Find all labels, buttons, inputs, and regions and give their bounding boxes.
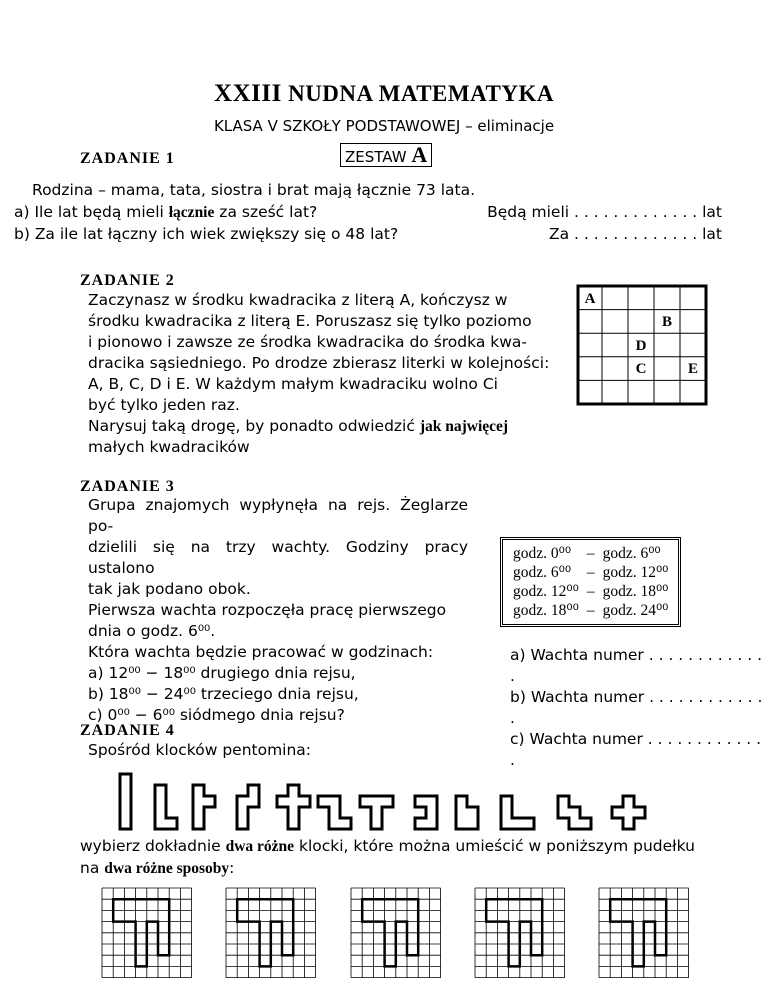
- watch-schedule-table: [500, 537, 681, 627]
- z2-text: Zaczynasz w środku kwadracika z literą A, kończysz w środku kwadracika z literą E. Poruszasz się tylko poziomo i pionowo i zawsze ze środka kwadracika do środka kwa- dracika sąsiedniego. Po drodze zbierasz literki w kolejności: A, B, C, D i E. W każdym małym kwadraciku wolno Ci być tylko jeden raz. Narysuj taką drogę, by ponadto odwiedzić jak najwięcej małych kwadracików: [88, 291, 550, 456]
- pentomino-z: [318, 796, 351, 829]
- z1-intro: Rodzina – mama, tata, siostra i brat mają łącznie 73 lata.: [32, 181, 476, 199]
- z3-answers: a) Wachta numer . . . . . . . . . . . . . b) Wachta numer . . . . . . . . . . . . . c) Wachta numer . . . . . . . . . . . . .: [510, 646, 763, 769]
- page-title: XXIII NUDNA MATEMATYKA: [214, 80, 554, 107]
- pentomino-y: [193, 785, 215, 829]
- z1-question-b: b) Za ile lat łączny ich wiek zwiększy się o 48 lat?: [14, 225, 399, 243]
- pentomino-pieces: [118, 772, 658, 832]
- table-row: godz. 6⁰⁰ – godz. 12⁰⁰: [513, 563, 669, 581]
- zadanie-2-heading: ZADANIE 2: [80, 272, 175, 289]
- table-row: godz. 18⁰⁰ – godz. 24⁰⁰: [513, 601, 669, 619]
- z3-text: Grupa znajomych wypłynęła na rejs. Żeglarze po- dzielili się na trzy wachty. Godziny pracy ustalono tak jak podano obok. Pierwsza wachta rozpoczęła pracę pierwszego dnia o godz. 6⁰⁰. Która wachta będzie pracować w godzinach: a) 12⁰⁰ − 18⁰⁰ drugiego dnia rejsu, b) 18⁰⁰ − 24⁰⁰ trzeciego dnia rejsu, c) 0⁰⁰ − 6⁰⁰ siódmego dnia rejsu?: [88, 496, 468, 724]
- pentomino-f: [277, 785, 310, 829]
- pentomino-i: [120, 774, 131, 829]
- pentomino-t: [360, 796, 393, 829]
- z4-instruction-2: na dwa różne sposoby:: [80, 859, 235, 877]
- pentomino-box: [474, 887, 566, 979]
- pentomino-n: [237, 785, 259, 829]
- grid-letter-b: B: [661, 314, 673, 330]
- zadanie-4-heading: ZADANIE 4: [80, 722, 175, 739]
- z1-question-a: a) Ile lat będą mieli łącznie za sześć lat?: [14, 203, 318, 221]
- z4-instruction-1: wybierz dokładnie dwa różne klocki, które można umieścić w poniższym pudełku: [80, 837, 695, 855]
- pentomino-box: [598, 887, 690, 979]
- pentomino-v: [501, 796, 534, 829]
- pentomino-box: [350, 887, 442, 979]
- pentomino-box: [101, 887, 193, 979]
- subtitle: KLASA V SZKOŁY PODSTAWOWEJ – eliminacje: [213, 117, 555, 135]
- table-row: godz. 12⁰⁰ – godz. 18⁰⁰: [513, 582, 669, 600]
- grid-letter-d: D: [635, 338, 647, 354]
- pentomino-l: [155, 785, 177, 829]
- zadanie-3-heading: ZADANIE 3: [80, 478, 175, 495]
- grid-letter-c: C: [635, 361, 647, 377]
- z1-answer-a: Będą mieli . . . . . . . . . . . . . lat: [487, 203, 722, 221]
- table-row: godz. 0⁰⁰ – godz. 6⁰⁰: [513, 544, 661, 562]
- pentomino-u: [415, 796, 437, 829]
- pentomino-x: [612, 796, 645, 829]
- grid-letter-e: E: [687, 361, 699, 377]
- z4-intro: Spośród klocków pentomina:: [88, 741, 312, 759]
- pentomino-w: [558, 796, 591, 829]
- zadanie-1-heading: ZADANIE 1: [80, 150, 175, 167]
- pentomino-box: [225, 887, 317, 979]
- grid-letter-a: A: [584, 291, 596, 307]
- pentomino-p: [456, 796, 478, 829]
- letter-grid: [576, 284, 708, 406]
- z1-answer-b: Za . . . . . . . . . . . . . lat: [548, 225, 722, 243]
- zestaw-box: ZESTAW A: [340, 143, 432, 167]
